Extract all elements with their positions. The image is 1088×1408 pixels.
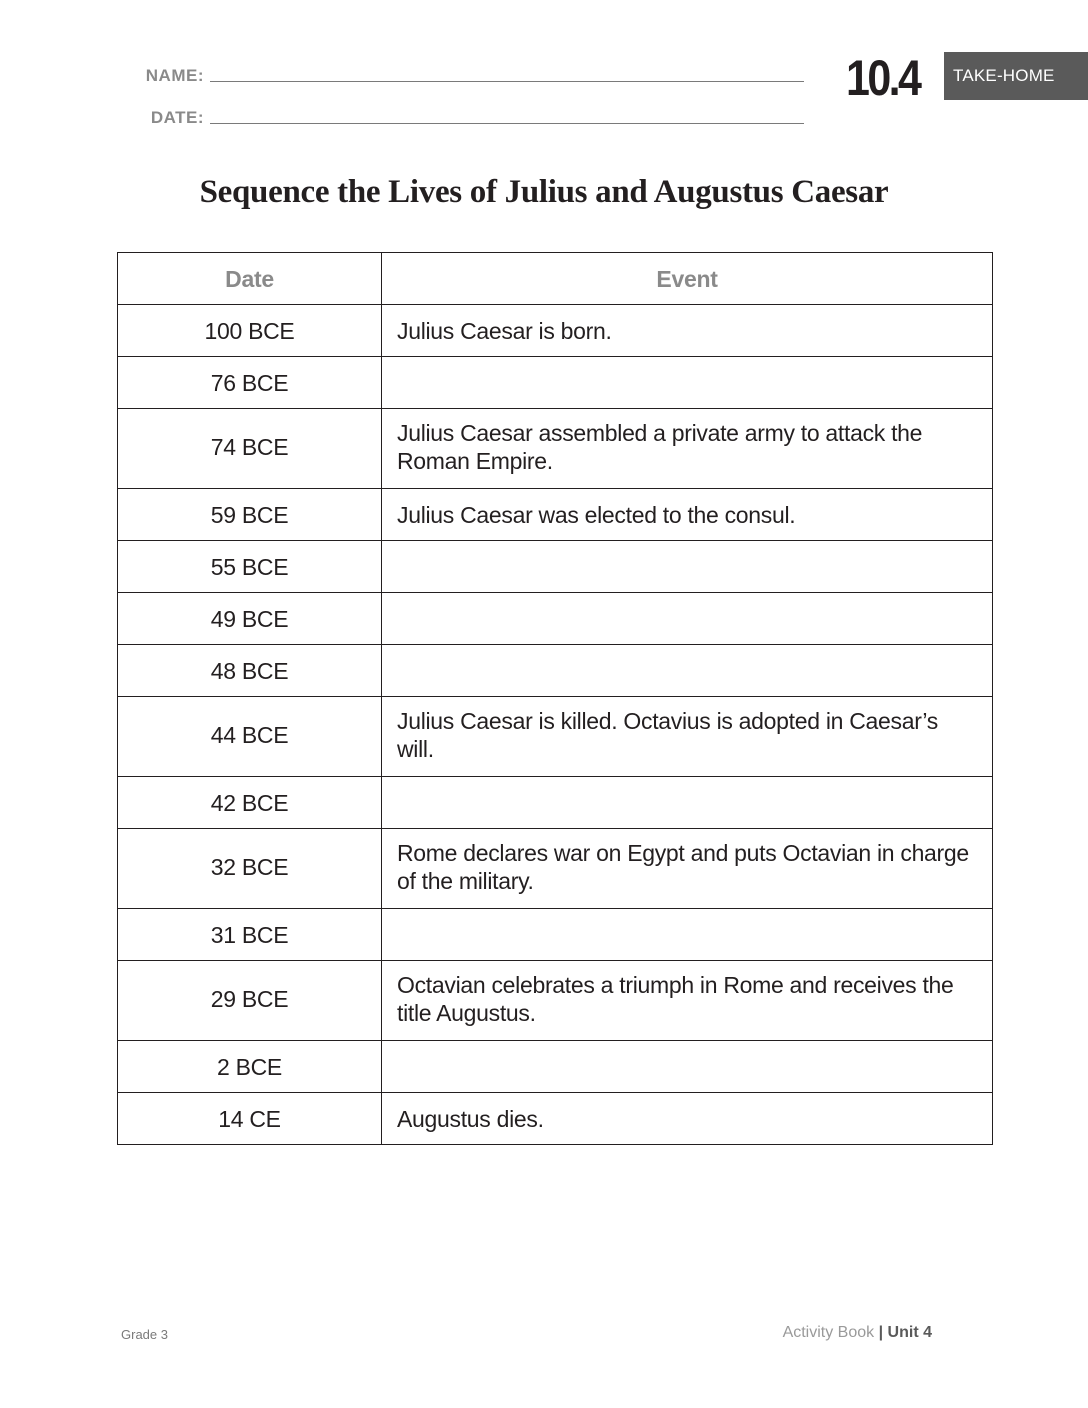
event-cell: Rome declares war on Egypt and puts Octavian in charge of the military. [382, 829, 993, 909]
date-cell: 31 BCE [118, 909, 382, 961]
table-row [118, 305, 993, 357]
table-row [118, 697, 993, 777]
table-row [118, 645, 993, 697]
date-cell: 2 BCE [118, 1041, 382, 1093]
event-cell: Julius Caesar was elected to the consul. [382, 489, 993, 541]
name-field [0, 66, 804, 86]
date-cell: 100 BCE [118, 305, 382, 357]
date-cell: 76 BCE [118, 357, 382, 409]
table-row [118, 777, 993, 829]
footer-book-title: Activity Book [782, 1324, 875, 1341]
date-cell: 44 BCE [118, 697, 382, 777]
table-row [118, 409, 993, 489]
event-answer-cell[interactable] [382, 541, 993, 593]
footer-unit: Unit 4 [887, 1324, 932, 1341]
table-row [118, 829, 993, 909]
event-answer-cell[interactable] [382, 777, 993, 829]
date-cell: 49 BCE [118, 593, 382, 645]
name-write-line[interactable] [210, 81, 804, 82]
date-write-line[interactable] [210, 123, 804, 124]
date-cell: 74 BCE [118, 409, 382, 489]
footer-grade: Grade 3 [121, 1327, 168, 1342]
event-cell: Julius Caesar is killed. Octavius is adopted in Caesar’s will. [382, 697, 993, 777]
event-cell: Julius Caesar assembled a private army to attack the Roman Empire. [382, 409, 993, 489]
lesson-number: 10.4 [846, 50, 920, 106]
event-answer-cell[interactable] [382, 909, 993, 961]
date-cell: 32 BCE [118, 829, 382, 909]
date-cell: 42 BCE [118, 777, 382, 829]
events-table [117, 252, 993, 1145]
event-column-header: Event [382, 253, 993, 305]
date-field [0, 108, 804, 128]
footer-separator: | [878, 1324, 884, 1341]
table-row [118, 909, 993, 961]
date-cell: 14 CE [118, 1093, 382, 1145]
event-cell: Julius Caesar is born. [382, 305, 993, 357]
event-answer-cell[interactable] [382, 645, 993, 697]
event-answer-cell[interactable] [382, 1041, 993, 1093]
date-cell: 59 BCE [118, 489, 382, 541]
date-column-header: Date [118, 253, 382, 305]
table-row [118, 961, 993, 1041]
event-answer-cell[interactable] [382, 357, 993, 409]
table-row [118, 593, 993, 645]
table-header-row [118, 253, 993, 305]
worksheet-title: Sequence the Lives of Julius and Augustus Caesar [199, 174, 889, 210]
name-label: NAME: [145, 66, 204, 85]
take-home-tab: TAKE-HOME [944, 52, 1088, 100]
event-answer-cell[interactable] [382, 593, 993, 645]
table-row [118, 1041, 993, 1093]
date-cell: 48 BCE [118, 645, 382, 697]
table-row [118, 541, 993, 593]
event-cell: Augustus dies. [382, 1093, 993, 1145]
table-row [118, 489, 993, 541]
table-row [118, 1093, 993, 1145]
date-cell: 29 BCE [118, 961, 382, 1041]
date-cell: 55 BCE [118, 541, 382, 593]
event-cell: Octavian celebrates a triumph in Rome and receives the title Augustus. [382, 961, 993, 1041]
footer-book-info [783, 1324, 932, 1342]
date-label: DATE: [150, 108, 204, 127]
table-row [118, 357, 993, 409]
